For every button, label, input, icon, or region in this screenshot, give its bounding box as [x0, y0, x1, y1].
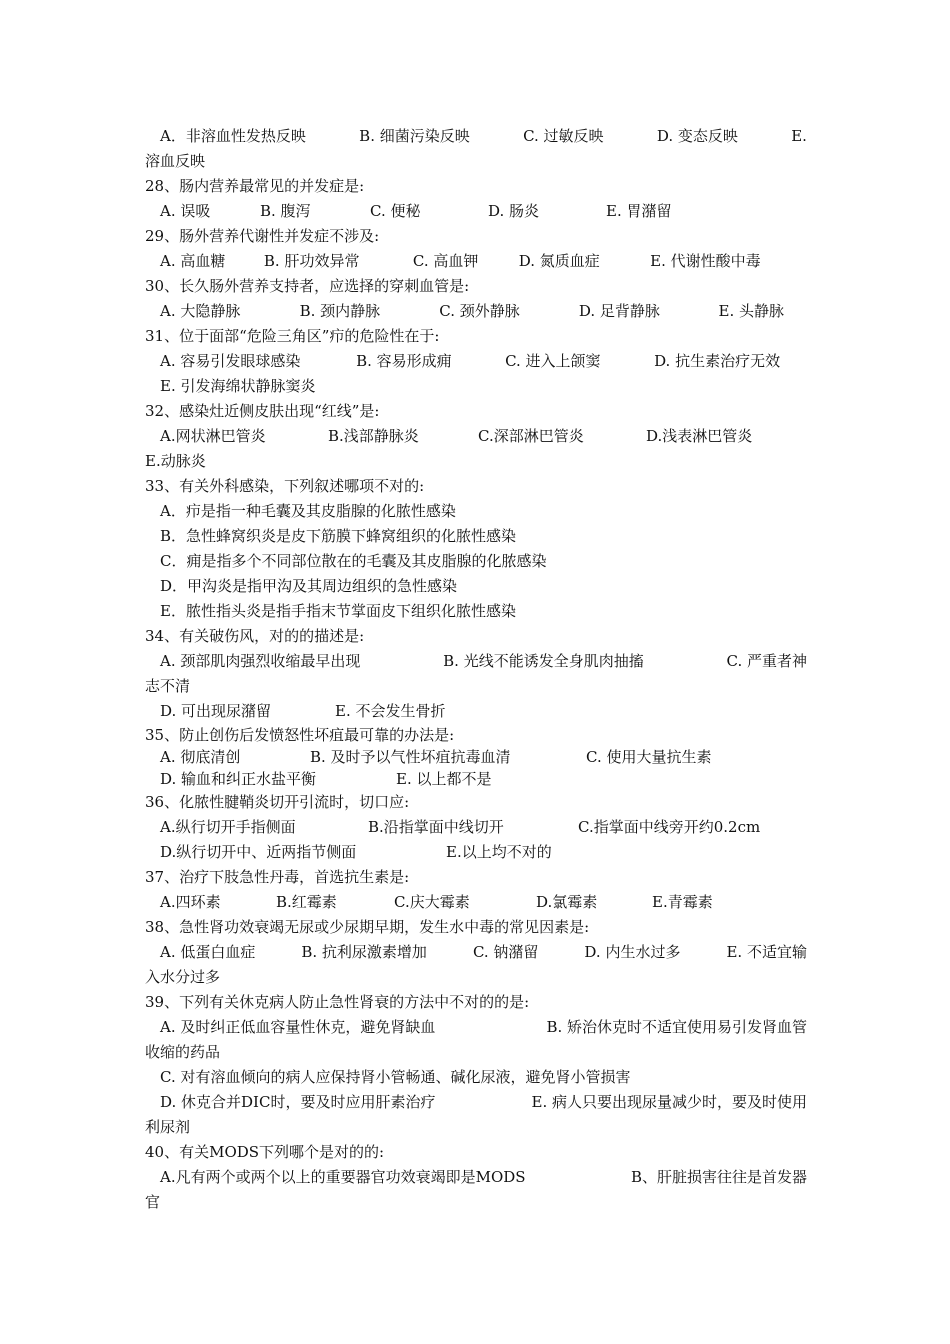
question-stem: 29、肠外营养代谢性并发症不涉及:: [145, 227, 380, 245]
option-text: A. 及时纠正低血容量性休克，避免肾缺血: [160, 1018, 436, 1036]
option-text: B. 颈内静脉: [299, 302, 381, 320]
option-text: D. 可出现尿潴留: [160, 702, 272, 720]
option-row: [145, 1090, 807, 1115]
question-stem: 35、防止创伤后发愤怒性坏疽最可靠的办法是:: [145, 726, 455, 744]
option-row: [145, 249, 807, 274]
option-text: D.浅表淋巴管炎: [646, 427, 753, 445]
option-row: [145, 940, 807, 965]
option-line: E．脓性指头炎是指手指末节掌面皮下组织化脓性感染: [160, 602, 516, 620]
option-text: A. 高血糖: [160, 252, 226, 270]
option-line: C. 对有溶血倾向的病人应保持肾小管畅通、碱化尿液，避免肾小管损害: [160, 1068, 631, 1086]
option-text: A. 容易引发眼球感染: [160, 352, 301, 370]
option-text: D. 休克合并DIC时，要及时应用肝素治疗: [160, 1093, 436, 1111]
option-text: B. 及时予以气性坏疽抗毒血清: [310, 748, 511, 766]
option-text: C.庆大霉素: [394, 893, 470, 911]
option-text: D.纵行切开中、近两指节侧面: [160, 843, 357, 861]
option-text: E. 病人只要出现尿量减少时，要及时使用: [531, 1093, 807, 1111]
option-text: E.青霉素: [652, 893, 713, 911]
option-text: E. 头静脉: [718, 302, 784, 320]
option-line: E. 引发海绵状静脉窦炎: [160, 377, 316, 395]
option-text: C. 进入上颌窦: [505, 352, 601, 370]
option-text: D. 足背静脉: [578, 302, 660, 320]
option-row: [145, 649, 807, 674]
option-text: A. 颈部肌肉强烈收缩最早出现: [160, 652, 361, 670]
option-text: D. 肠炎: [488, 202, 540, 220]
option-text: A.纵行切开手指侧面: [160, 818, 296, 836]
option-row: [145, 746, 807, 768]
option-text: C. 颈外静脉: [439, 302, 520, 320]
option-text: B、肝脏损害往往是首发器: [630, 1168, 807, 1186]
question-stem: 32、感染灶近侧皮肤出现“红线”是:: [145, 402, 380, 420]
option-text: C.指掌面中线旁开约0.2cm: [578, 818, 761, 836]
option-text: E.: [791, 127, 807, 145]
question-list: [145, 124, 807, 1215]
option-text: B. 抗利尿激素增加: [301, 943, 427, 961]
option-text: B. 矫治休克时不适宜使用易引发肾血管: [546, 1018, 807, 1036]
option-row: [145, 199, 807, 224]
option-text: E. 不适宜输: [726, 943, 807, 961]
option-line: B．急性蜂窝织炎是皮下筋膜下蜂窝组织的化脓性感染: [160, 527, 517, 545]
continuation-line: 志不清: [145, 677, 191, 695]
option-text: C. 高血钾: [412, 252, 479, 270]
option-text: D. 内生水过多: [584, 943, 681, 961]
option-text: B. 腹泻: [260, 202, 311, 220]
option-text: B. 肝功效异常: [263, 252, 360, 270]
question-stem: 39、下列有关休克病人防止急性肾衰的方法中不对的的是:: [145, 993, 530, 1011]
option-text: A.凡有两个或两个以上的重要器官功效衰竭即是MODS: [160, 1168, 526, 1186]
option-row: [145, 840, 807, 865]
option-row: [145, 1165, 807, 1190]
option-text: A.四环素: [160, 893, 221, 911]
option-text: C.深部淋巴管炎: [478, 427, 584, 445]
continuation-line: E.动脉炎: [145, 452, 206, 470]
question-stem: 31、位于面部“危险三角区”疖的危险性在于:: [145, 327, 440, 345]
option-line: C．痈是指多个不同部位散在的毛囊及其皮脂腺的化脓感染: [160, 552, 547, 570]
option-text: B.沿指掌面中线切开: [368, 818, 504, 836]
option-row: [145, 890, 807, 915]
option-text: E.以上均不对的: [446, 843, 552, 861]
question-stem: 40、有关MODS下列哪个是对的的:: [145, 1143, 385, 1161]
question-stem: 36、化脓性腱鞘炎切开引流时，切口应:: [145, 793, 410, 811]
question-stem: 30、长久肠外营养支持者，应选择的穿刺血管是:: [145, 277, 470, 295]
option-text: E. 代谢性酸中毒: [650, 252, 761, 270]
continuation-line: 入水分过多: [145, 968, 221, 986]
option-text: D.氯霉素: [536, 893, 598, 911]
continuation-line: 溶血反映: [145, 152, 206, 170]
option-text: B.红霉素: [276, 893, 337, 911]
option-row: [145, 124, 807, 149]
option-text: C. 便秘: [370, 202, 421, 220]
question-stem: 33、有关外科感染，下列叙述哪项不对的:: [145, 477, 425, 495]
question-stem: 37、治疗下肢急性丹毒，首选抗生素是:: [145, 868, 410, 886]
option-text: B. 光线不能诱发全身肌肉抽搐: [443, 652, 644, 670]
option-text: A. 大隐静脉: [160, 302, 241, 320]
option-row: [145, 299, 807, 324]
question-stem: 28、肠内营养最常见的并发症是:: [145, 177, 365, 195]
question-stem: 34、有关破伤风，对的的描述是:: [145, 627, 365, 645]
option-text: A．非溶血性发热反映: [160, 127, 306, 145]
option-text: E. 以上都不是: [396, 770, 492, 788]
option-row: [145, 349, 807, 374]
option-text: D. 输血和纠正水盐平衡: [160, 770, 317, 788]
question-stem: 38、急性肾功效衰竭无尿或少尿期早期，发生水中毒的常见因素是:: [145, 918, 590, 936]
option-text: E. 不会发生骨折: [335, 702, 446, 720]
option-line: D．甲沟炎是指甲沟及其周边组织的急性感染: [160, 577, 458, 595]
option-text: E. 胃潴留: [606, 202, 672, 220]
option-text: C. 使用大量抗生素: [586, 748, 712, 766]
option-row: [145, 1015, 807, 1040]
option-text: B. 细菌污染反映: [359, 127, 470, 145]
option-row: [145, 699, 807, 724]
option-text: A. 彻底清创: [160, 748, 241, 766]
option-text: A. 低蛋白血症: [160, 943, 256, 961]
option-line: A．疖是指一种毛囊及其皮脂腺的化脓性感染: [160, 502, 456, 520]
option-row: [145, 768, 807, 790]
option-text: C. 严重者神: [726, 652, 807, 670]
option-text: C. 钠潴留: [472, 943, 539, 961]
option-text: B.浅部静脉炎: [328, 427, 419, 445]
option-row: [145, 815, 807, 840]
continuation-line: 利尿剂: [145, 1118, 191, 1136]
option-text: C. 过敏反映: [523, 127, 604, 145]
continuation-line: 收缩的药品: [145, 1043, 221, 1061]
option-text: D. 变态反映: [656, 127, 738, 145]
continuation-line: 官: [145, 1193, 161, 1211]
option-text: A.网状淋巴管炎: [160, 427, 266, 445]
option-text: B. 容易形成痈: [356, 352, 452, 370]
option-text: A. 误吸: [160, 202, 211, 220]
option-text: D. 氮质血症: [518, 252, 600, 270]
option-row: [145, 424, 807, 449]
option-text: D. 抗生素治疗无效: [654, 352, 781, 370]
